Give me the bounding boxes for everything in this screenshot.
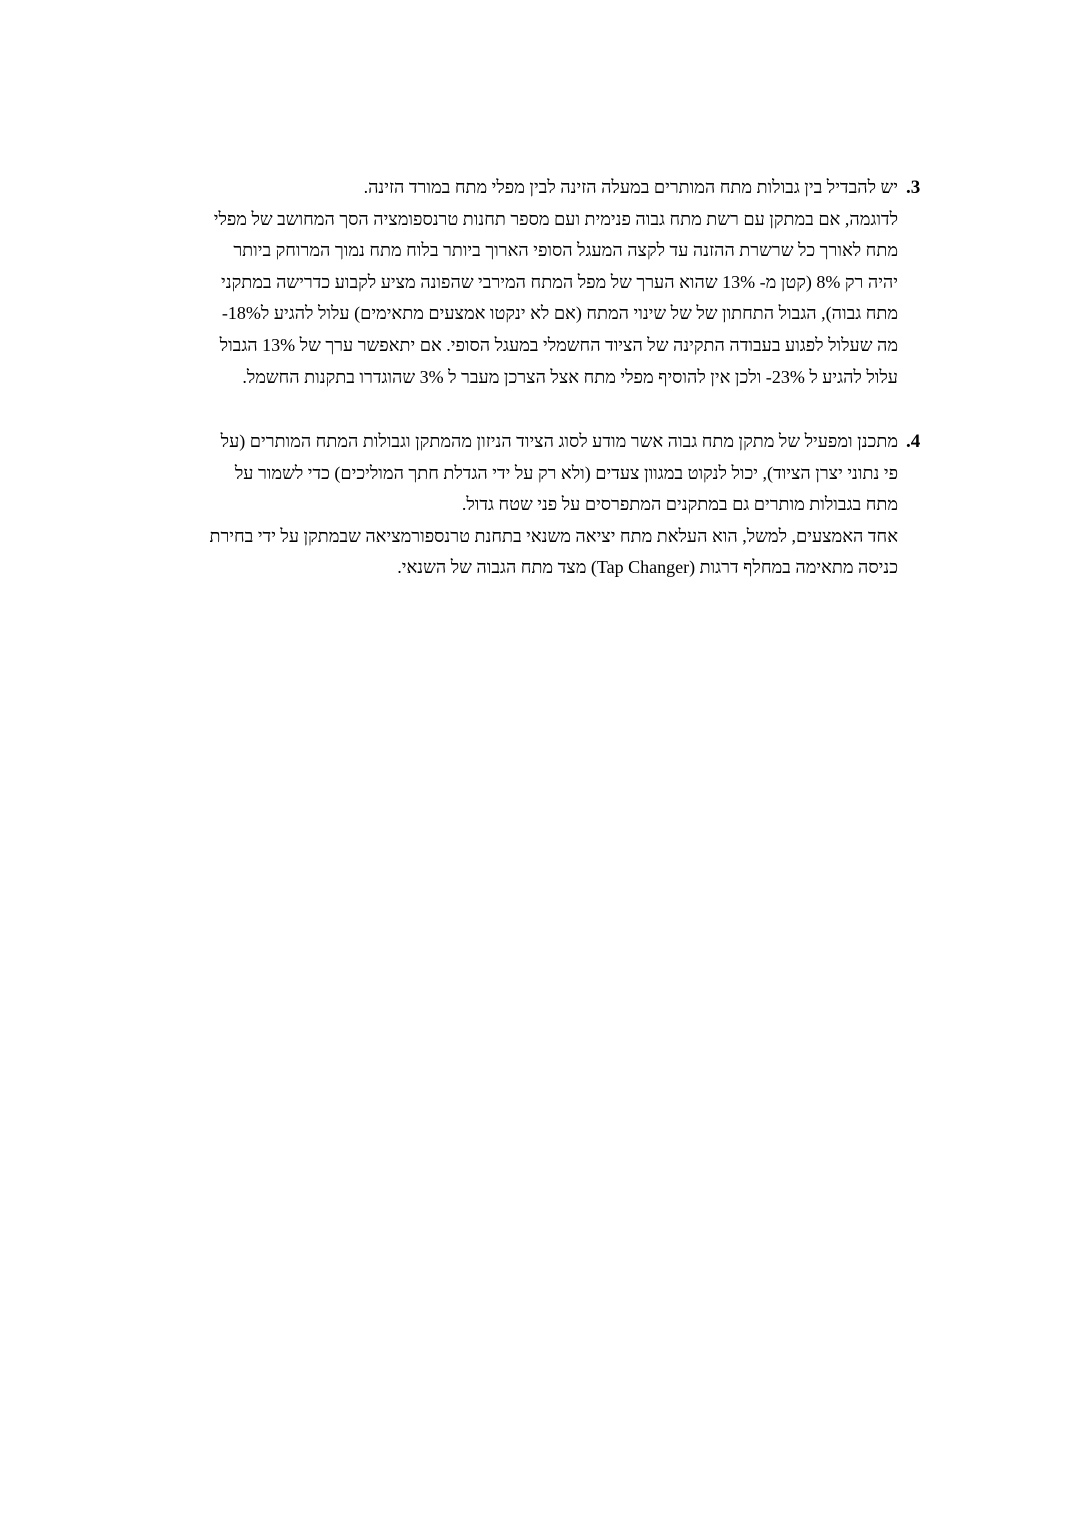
text-line: פי נתוני יצרן הציוד), יכול לנקוט במגוון צעדים (ולא רק על ידי הגדלת חתך המוליכים) כדי לשמור על: [234, 462, 898, 483]
list-item-number: .3: [906, 177, 921, 198]
text-line: עלול להגיע ל 23%- ולכן אין להוסיף מפלי מתח אצל הצרכן מעבר ל 3% שהוגדרו בתקנות החשמל.: [242, 366, 898, 387]
list-item-text: [104, 426, 898, 584]
text-line: יש להבדיל בין גבולות מתח המותרים במעלה הזינה לבין מפלי מתח במורד הזינה.: [363, 177, 898, 197]
text-line: יהיה רק 8% (קטן מ- 13% שהוא הערך של מפל המתח המירבי שהפונה מציע לקבוע כדרישה במתקני: [221, 271, 898, 292]
text-line: אחד האמצעים, למשל, הוא העלאת מתח יציאה משנאי בתחנת טרנספורמציאה שבמתקן על ידי בחירת: [209, 525, 898, 546]
text-line: מתח גבוה), הגבול התחתון של של שינוי המתח (אם לא ינקטו אמצעים מתאימים) עלול להגיע ל18%-: [221, 303, 898, 324]
text-line: מה שעלול לפגוע בעבודה התקינה של הציוד החשמלי במעגל הסופי. אם יתאפשר ערך של 13% הגבול: [219, 334, 898, 355]
text-line: לדוגמה, אם במתקן עם רשת מתח גבוה פנימית ועם מספר תחנות טרנספומציה הסך המחושב של מפלי: [213, 208, 898, 229]
text-line: מתכנן ומפעיל של מתקן מתח גבוה אשר מודע לסוג הציוד הניזון מהמתקן וגבולות המתח המותרים (על: [220, 431, 898, 451]
text-line: מתח בגבולות מותרים גם במתקנים המתפרסים על פני שטח גדול.: [461, 494, 898, 515]
list-item-text: [104, 172, 898, 393]
text-line: מתח לאורך כל שרשרת ההזנה עד לקצה המעגל הסופי הארוך ביותר בלוח מתח נמוך המרוחק ביותר: [233, 240, 898, 261]
text-line: כניסה מתאימה במחלף דרגות (Tap Changer) מצד מתח הגבוה של השנאי.: [397, 557, 898, 578]
list-item-number: .4: [906, 431, 921, 452]
list-item-3: [104, 172, 944, 393]
list-item-4: [104, 426, 944, 584]
